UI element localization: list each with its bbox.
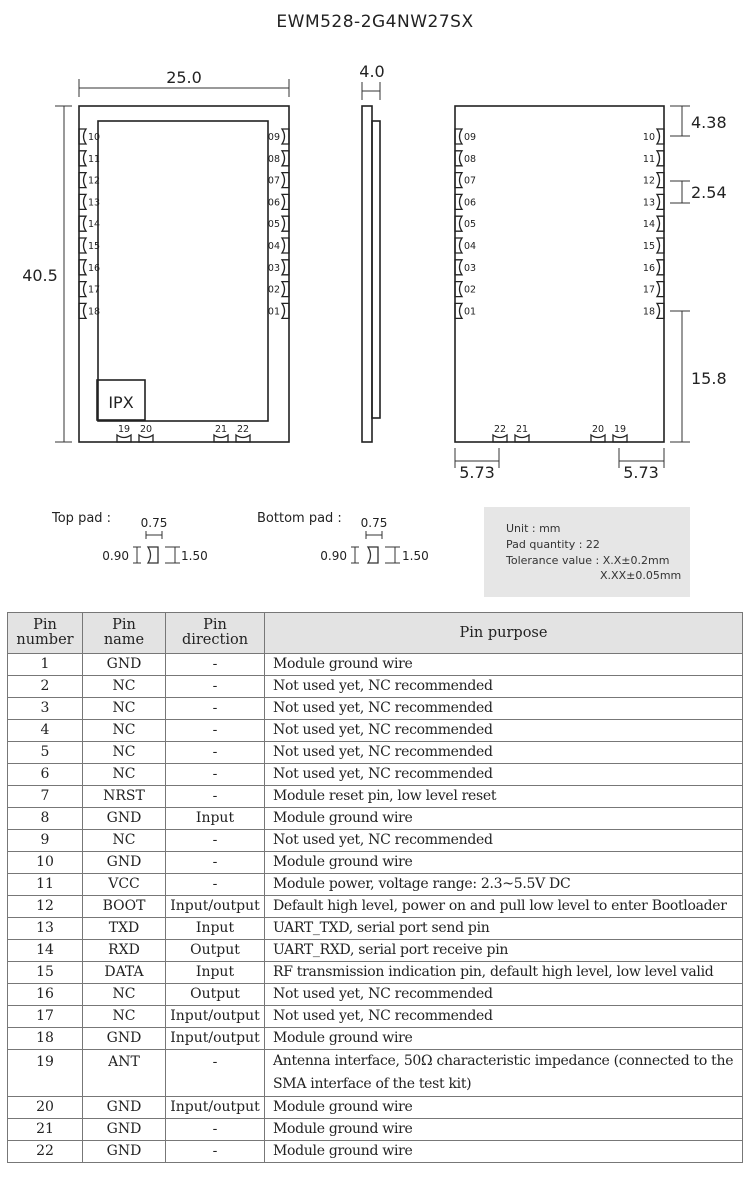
pin-pad bbox=[643, 303, 664, 318]
pin-number-cell: 7 bbox=[8, 786, 83, 808]
top-pad-detail bbox=[102, 516, 207, 563]
header-pin-number-line2: number bbox=[16, 632, 74, 648]
bottom-pad-label: Bottom pad : bbox=[257, 511, 342, 526]
pin-pad bbox=[455, 282, 476, 297]
pin-pad bbox=[643, 194, 664, 209]
table-row bbox=[8, 720, 743, 742]
pin-direction-cell: Input/output bbox=[166, 1006, 265, 1028]
table-header-row bbox=[8, 613, 743, 654]
pin-purpose-cell: Module ground wire bbox=[265, 654, 743, 676]
pin-name-cell: BOOT bbox=[83, 896, 166, 918]
pin-purpose-cell: Not used yet, NC recommended bbox=[265, 984, 743, 1006]
pin-name-cell: NC bbox=[83, 698, 166, 720]
pin-name-cell: TXD bbox=[83, 918, 166, 940]
pin-label: 01 bbox=[464, 306, 477, 318]
pin-label: 16 bbox=[642, 262, 655, 274]
top-pad-height: 0.90 bbox=[102, 549, 129, 563]
pin-pad bbox=[455, 151, 476, 166]
pin-number-cell: 14 bbox=[8, 940, 83, 962]
pin-number-cell: 16 bbox=[8, 984, 83, 1006]
pin-number-cell: 15 bbox=[8, 962, 83, 984]
pin-pad bbox=[268, 303, 289, 318]
pin-label: 14 bbox=[88, 219, 101, 231]
width-label: 25.0 bbox=[166, 68, 202, 87]
pin-purpose-cell: Not used yet, NC recommended bbox=[265, 720, 743, 742]
pin-purpose-cell: UART_TXD, serial port send pin bbox=[265, 918, 743, 940]
pin-pad bbox=[591, 424, 605, 442]
table-row bbox=[8, 1097, 743, 1119]
pin-label: 02 bbox=[464, 284, 477, 296]
pin-purpose-cell: UART_RXD, serial port receive pin bbox=[265, 940, 743, 962]
pin-number-cell: 6 bbox=[8, 764, 83, 786]
pin-label: 05 bbox=[464, 219, 477, 231]
bottom-pad-height: 0.90 bbox=[320, 549, 347, 563]
pin-number-cell: 10 bbox=[8, 852, 83, 874]
pin-pad bbox=[268, 129, 289, 144]
pin-label: 22 bbox=[236, 424, 250, 435]
pin-label: 07 bbox=[267, 175, 280, 187]
pin-label: 09 bbox=[267, 132, 280, 143]
pin-purpose-cell: Module ground wire bbox=[265, 1028, 743, 1050]
header-pin-number-line1: Pin bbox=[33, 617, 57, 633]
pin-label: 19 bbox=[117, 424, 131, 435]
pin-label: 14 bbox=[642, 219, 655, 231]
pin-number-cell: 9 bbox=[8, 830, 83, 852]
shield-outline bbox=[98, 121, 268, 421]
pin-number-cell: 12 bbox=[8, 896, 83, 918]
pin-label: 08 bbox=[464, 153, 477, 165]
pin-direction-cell: Input bbox=[166, 962, 265, 984]
front-view bbox=[79, 106, 289, 442]
pin-name-cell: GND bbox=[83, 852, 166, 874]
pin-name-cell: NC bbox=[83, 764, 166, 786]
pin-pad bbox=[268, 238, 289, 253]
pin-label: 18 bbox=[88, 306, 101, 318]
pin-purpose-cell: Module ground wire bbox=[265, 1141, 743, 1163]
info-box bbox=[484, 507, 690, 597]
pin-direction-cell: - bbox=[166, 786, 265, 808]
pin-label: 12 bbox=[88, 175, 101, 187]
pin-pad bbox=[117, 424, 131, 442]
pin-label: 20 bbox=[591, 424, 605, 435]
header-pin-name-line1: Pin bbox=[112, 617, 136, 633]
pin-number-cell: 18 bbox=[8, 1028, 83, 1050]
pin-pad bbox=[455, 173, 476, 188]
pin-number-cell: 2 bbox=[8, 676, 83, 698]
thickness-dimension bbox=[362, 82, 380, 100]
pin-name-cell: NC bbox=[83, 676, 166, 698]
pin-direction-cell: - bbox=[166, 742, 265, 764]
pin-pad bbox=[455, 238, 476, 253]
top-offset-label: 4.38 bbox=[691, 113, 727, 132]
pin-purpose-cell: Not used yet, NC recommended bbox=[265, 830, 743, 852]
pin-number-cell: 20 bbox=[8, 1097, 83, 1119]
pin-label: 18 bbox=[642, 306, 655, 318]
pin-pad bbox=[643, 129, 664, 144]
pin-number-cell: 5 bbox=[8, 742, 83, 764]
bottom-right-label: 5.73 bbox=[623, 463, 659, 482]
pin-label: 13 bbox=[88, 197, 101, 209]
pin-label: 15 bbox=[88, 241, 101, 252]
bottom-pad-width: 0.75 bbox=[360, 516, 388, 530]
bottom-left-label: 5.73 bbox=[459, 463, 495, 482]
pin-direction-cell: - bbox=[166, 1119, 265, 1141]
pin-pad bbox=[268, 173, 289, 188]
pin-label: 20 bbox=[139, 424, 153, 435]
pin-purpose-cell: Module reset pin, low level reset bbox=[265, 786, 743, 808]
pin-pad bbox=[268, 216, 289, 231]
pin-pad bbox=[236, 424, 250, 442]
pin-label: 17 bbox=[642, 284, 655, 296]
pin-label: 04 bbox=[464, 241, 477, 252]
table-row bbox=[8, 874, 743, 896]
table-row bbox=[8, 698, 743, 720]
pin-name-cell: DATA bbox=[83, 962, 166, 984]
pin-pad bbox=[79, 151, 100, 166]
pin-pad bbox=[268, 282, 289, 297]
pin-label: 02 bbox=[267, 284, 280, 296]
table-row bbox=[8, 984, 743, 1006]
pin-name-cell: NC bbox=[83, 1006, 166, 1028]
pin-number-cell: 11 bbox=[8, 874, 83, 896]
pin-pad bbox=[613, 424, 627, 442]
pin-table bbox=[7, 612, 743, 1163]
pin-pad bbox=[79, 282, 100, 297]
side-view bbox=[362, 106, 380, 442]
header-pin-direction-line1: Pin bbox=[203, 617, 227, 633]
pin-pad bbox=[79, 238, 100, 253]
pin-direction-cell: Output bbox=[166, 940, 265, 962]
pin-name-cell: GND bbox=[83, 1119, 166, 1141]
document-title: EWM528-2G4NW27SX bbox=[276, 12, 474, 32]
pin-purpose-cell: Not used yet, NC recommended bbox=[265, 764, 743, 786]
pin-label: 21 bbox=[515, 424, 529, 435]
pin-pad bbox=[455, 129, 476, 144]
table-row bbox=[8, 654, 743, 676]
pin-pad bbox=[493, 424, 507, 442]
header-pin-direction bbox=[166, 613, 265, 654]
pin-pad bbox=[79, 216, 100, 231]
pin-name-cell: NRST bbox=[83, 786, 166, 808]
pin-pad bbox=[643, 238, 664, 253]
pin-label: 22 bbox=[493, 424, 507, 435]
pin-label: 16 bbox=[88, 262, 101, 274]
header-pin-purpose: Pin purpose bbox=[265, 613, 743, 654]
pin-purpose-cell: Not used yet, NC recommended bbox=[265, 1006, 743, 1028]
pin-direction-cell: - bbox=[166, 720, 265, 742]
pin-purpose-cell: Not used yet, NC recommended bbox=[265, 742, 743, 764]
pin-name-cell: RXD bbox=[83, 940, 166, 962]
table-row bbox=[8, 940, 743, 962]
back-pin-group bbox=[455, 129, 664, 442]
pin-number-cell: 22 bbox=[8, 1141, 83, 1163]
pin-name-cell: NC bbox=[83, 742, 166, 764]
pin-direction-cell: Input bbox=[166, 918, 265, 940]
pin-direction-cell: - bbox=[166, 852, 265, 874]
pin-pad bbox=[455, 303, 476, 318]
pin-pad bbox=[139, 424, 153, 442]
pin-pad bbox=[643, 173, 664, 188]
pin-pad bbox=[643, 260, 664, 275]
table-row bbox=[8, 1141, 743, 1163]
table-row bbox=[8, 676, 743, 698]
pin-number-cell: 19 bbox=[8, 1050, 83, 1097]
top-pad-width: 0.75 bbox=[140, 516, 168, 530]
pin-name-cell: GND bbox=[83, 1028, 166, 1050]
table-row bbox=[8, 1028, 743, 1050]
pin-direction-cell: - bbox=[166, 830, 265, 852]
pad-quantity-text: Pad quantity : 22 bbox=[506, 538, 600, 551]
pin-label: 21 bbox=[214, 424, 228, 435]
pin-direction-cell: - bbox=[166, 1050, 265, 1097]
pin-direction-cell: - bbox=[166, 874, 265, 896]
side-pcb bbox=[362, 106, 372, 442]
table-row bbox=[8, 852, 743, 874]
pin-pad bbox=[79, 303, 100, 318]
pin-pad bbox=[79, 260, 100, 275]
table-row bbox=[8, 896, 743, 918]
pin-label: 09 bbox=[464, 132, 477, 143]
table-row bbox=[8, 1119, 743, 1141]
pin-purpose-cell: Module ground wire bbox=[265, 852, 743, 874]
pin-purpose-cell: RF transmission indication pin, default high level, low level valid bbox=[265, 962, 743, 984]
pin-label: 06 bbox=[267, 197, 280, 209]
header-pin-number bbox=[8, 613, 83, 654]
pin-number-cell: 13 bbox=[8, 918, 83, 940]
pin-pad bbox=[79, 129, 100, 144]
pin-purpose-cell: Module ground wire bbox=[265, 1119, 743, 1141]
pin-purpose-cell: Not used yet, NC recommended bbox=[265, 698, 743, 720]
table-row bbox=[8, 962, 743, 984]
pin-direction-cell: Input/output bbox=[166, 1028, 265, 1050]
pin-label: 15 bbox=[642, 241, 655, 252]
pin-name-cell: GND bbox=[83, 654, 166, 676]
pin-purpose-cell: Not used yet, NC recommended bbox=[265, 676, 743, 698]
pin-pad bbox=[455, 216, 476, 231]
pin-label: 06 bbox=[464, 197, 477, 209]
pin-name-cell: NC bbox=[83, 720, 166, 742]
header-pin-direction-line2: direction bbox=[181, 632, 249, 648]
pin-pad bbox=[268, 151, 289, 166]
table-row bbox=[8, 786, 743, 808]
lower-span-label: 15.8 bbox=[691, 369, 727, 388]
pin-label: 07 bbox=[464, 175, 477, 187]
pin-number-cell: 1 bbox=[8, 654, 83, 676]
front-outline bbox=[79, 106, 289, 442]
pin-pad bbox=[643, 216, 664, 231]
unit-text: Unit : mm bbox=[506, 522, 561, 535]
pin-label: 12 bbox=[642, 175, 655, 187]
pin-number-cell: 3 bbox=[8, 698, 83, 720]
pin-pad bbox=[268, 260, 289, 275]
pin-label: 04 bbox=[267, 241, 280, 252]
pin-label: 10 bbox=[88, 132, 101, 143]
pin-name-cell: GND bbox=[83, 808, 166, 830]
pin-label: 03 bbox=[267, 262, 280, 274]
pin-direction-cell: - bbox=[166, 1141, 265, 1163]
pin-pad bbox=[455, 194, 476, 209]
pin-pad bbox=[214, 424, 228, 442]
pin-purpose-cell: Module ground wire bbox=[265, 808, 743, 830]
pin-name-cell: ANT bbox=[83, 1050, 166, 1097]
table-row bbox=[8, 1006, 743, 1028]
pin-label: 19 bbox=[613, 424, 627, 435]
top-pad-length: 1.50 bbox=[181, 549, 208, 563]
pin-number-cell: 8 bbox=[8, 808, 83, 830]
pin-number-cell: 4 bbox=[8, 720, 83, 742]
pin-purpose-cell: Module ground wire bbox=[265, 1097, 743, 1119]
pin-number-cell: 17 bbox=[8, 1006, 83, 1028]
pin-label: 17 bbox=[88, 284, 101, 296]
pin-label: 01 bbox=[267, 306, 280, 318]
pin-pad bbox=[79, 194, 100, 209]
pin-number-cell: 21 bbox=[8, 1119, 83, 1141]
pin-label: 13 bbox=[642, 197, 655, 209]
pin-purpose-cell: Module power, voltage range: 2.3~5.5V DC bbox=[265, 874, 743, 896]
pin-direction-cell: Input/output bbox=[166, 1097, 265, 1119]
pin-direction-cell: Output bbox=[166, 984, 265, 1006]
pin-label: 05 bbox=[267, 219, 280, 231]
tolerance-text: Tolerance value : X.X±0.2mm bbox=[506, 554, 670, 567]
pin-pad bbox=[643, 282, 664, 297]
pin-pad bbox=[515, 424, 529, 442]
pin-name-cell: NC bbox=[83, 830, 166, 852]
pin-pad bbox=[643, 151, 664, 166]
table-row bbox=[8, 742, 743, 764]
tolerance-text-2: X.XX±0.05mm bbox=[600, 569, 682, 582]
pin-direction-cell: - bbox=[166, 676, 265, 698]
header-pin-name-line2: name bbox=[103, 632, 145, 648]
pin-direction-cell: - bbox=[166, 698, 265, 720]
ipx-label: IPX bbox=[108, 393, 134, 412]
pin-direction-cell: Input bbox=[166, 808, 265, 830]
table-row bbox=[8, 918, 743, 940]
header-pin-name bbox=[83, 613, 166, 654]
pin-purpose-cell: Default high level, power on and pull low level to enter Bootloader bbox=[265, 896, 743, 918]
pin-label: 11 bbox=[88, 153, 101, 165]
pin-label: 11 bbox=[642, 153, 655, 165]
back-view bbox=[455, 106, 664, 442]
table-row bbox=[8, 1050, 743, 1097]
pitch-label: 2.54 bbox=[691, 183, 727, 202]
pin-pad bbox=[79, 173, 100, 188]
pin-label: 08 bbox=[267, 153, 280, 165]
pin-direction-cell: - bbox=[166, 654, 265, 676]
pin-label: 03 bbox=[464, 262, 477, 274]
pin-purpose-cell: Antenna interface, 50Ω characteristic impedance (connected to the SMA interface of the test kit) bbox=[265, 1050, 743, 1097]
pin-pad bbox=[268, 194, 289, 209]
pin-name-cell: VCC bbox=[83, 874, 166, 896]
pin-label: 10 bbox=[642, 132, 655, 143]
back-outline bbox=[455, 106, 664, 442]
pin-name-cell: GND bbox=[83, 1141, 166, 1163]
pin-name-cell: GND bbox=[83, 1097, 166, 1119]
height-label: 40.5 bbox=[22, 266, 58, 285]
pin-direction-cell: Input/output bbox=[166, 896, 265, 918]
table-row bbox=[8, 764, 743, 786]
top-pad-label: Top pad : bbox=[52, 511, 112, 526]
side-shield bbox=[372, 121, 380, 418]
bottom-pad-length: 1.50 bbox=[402, 549, 429, 563]
table-row bbox=[8, 808, 743, 830]
table-row bbox=[8, 830, 743, 852]
pin-pad bbox=[455, 260, 476, 275]
pin-name-cell: NC bbox=[83, 984, 166, 1006]
pin-direction-cell: - bbox=[166, 764, 265, 786]
thickness-label: 4.0 bbox=[359, 62, 385, 81]
